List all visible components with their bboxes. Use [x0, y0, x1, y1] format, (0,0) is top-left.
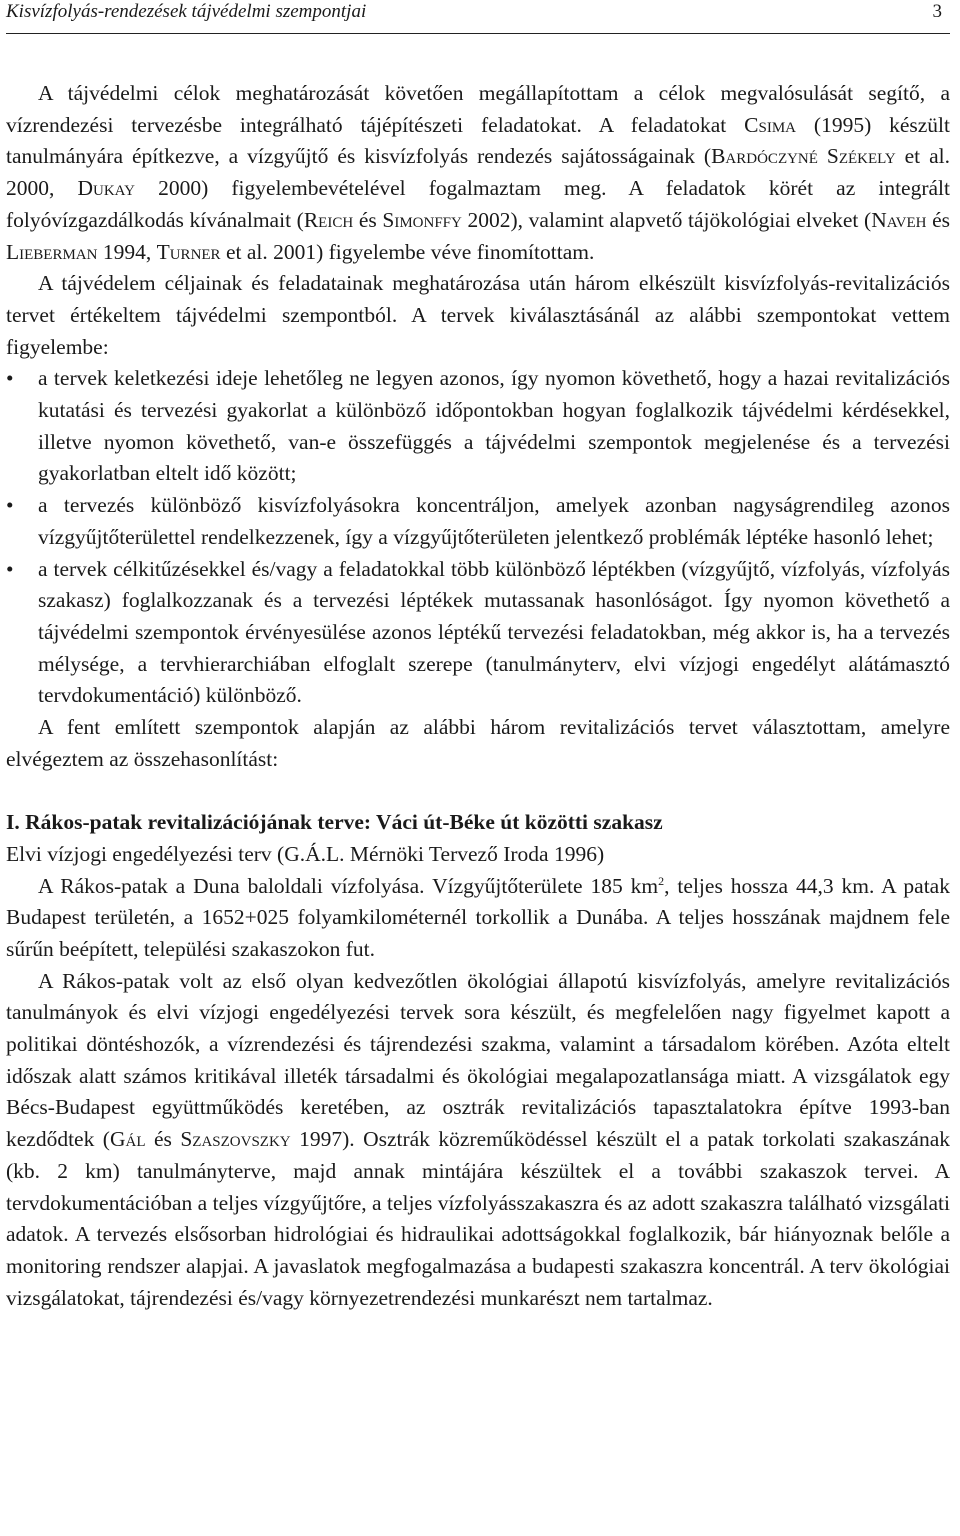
- paragraph-rakos-history: [6, 966, 950, 1315]
- text-run: 2000) figyelembevételével fogalmaztam meg. A feladatok körét az integrált folyóvízgazdálkodás kívánalmait (: [6, 176, 950, 232]
- paragraph-selection-criteria: A tájvédelem céljainak és feladatainak meghatározása után három elkészült kisvízfolyás-revitalizációs tervet értékeltem tájvédelmi szempontból. A tervek kiválasztásánál az alábbi szempontokat vettem figyelembe:: [6, 271, 950, 359]
- list-item-text: a tervek célkitűzésekkel és/vagy a feladatokkal több különböző léptékben (vízgyűjtő, vízfolyás, vízfolyás szakasz) foglalkozzanak és a tervezési léptékek mutassanak hasonlóságot. Így nyomon követhető a tájvédelmi szempontok érvényesülése azonos léptékű tervezési feladatokban, még akkor is, ha a tervezés mélysége, a tervhierarchiában elfoglalt szerepe (tanulmányterv, elvi vízjogi engedélyt alátámasztó tervdokumentáció) különböző.: [38, 556, 950, 708]
- text-run: et al. 2000,: [6, 144, 950, 201]
- paragraph-rakos-overview: [6, 871, 950, 966]
- author-name: Csima: [744, 112, 797, 137]
- body-text: [6, 78, 950, 1314]
- running-title: Kisvízfolyás-rendezések tájvédelmi szempontjai: [6, 1, 367, 22]
- superscript: 2: [658, 873, 665, 888]
- text-run: (1995) készült tanulmányára építkezve, a vízgyűjtő és kisvízfolyás rendezés sajátosságainak (: [6, 112, 950, 169]
- author-name: Szaszovszky: [180, 1127, 291, 1152]
- paragraph-selection-intro: A fent említett szempontok alapján az alábbi három revitalizációs tervet választottam, amelyre elvégeztem az összehasonlítást:: [6, 715, 950, 771]
- text-run: A Rákos-patak a Duna baloldali vízfolyása. Vízgyűjtőterülete 185 km: [38, 873, 659, 898]
- text-run: 1997). Osztrák közreműködéssel készült el a patak torkolati szakaszának (kb. 2 km) tanulmányterve, majd annak mintájára készültek el a további szakaszok tervei. A tervdokumentációban a teljes vízgyűjtőre, a teljes vízfolyásszakaszra és az adott szakaszra található vizsgálati adatok. A tervezés elsősorban hidrológiai és hidraulikai adottságokkal foglalkozik, bár hiányoznak belőle a monitoring rendszer alapjai. A javaslatok megfogalmazása a budapesti szakaszra koncentrál. A terv ökológiai vizsgálatokat, tájrendezési és/vagy környezetrendezési munkarészt nem tartalmaz.: [6, 1127, 950, 1310]
- author-name: Dukay: [77, 176, 135, 201]
- author-name: Gál: [109, 1127, 146, 1152]
- text-run: és: [145, 1127, 181, 1152]
- text-run: és: [353, 207, 383, 232]
- list-item-text: a tervek keletkezési ideje lehetőleg ne legyen azonos, így nyomon követhető, hogy a hazai revitalizációs kutatási és tervezési gyakorlat a különböző időpontokban hogyan foglalkozik tájvédelmi kérdésekkel, illetve nyomon követhető, van-e összefüggés a tájvédelmi szempontok megjelenése és a tervezési gyakorlatban eltelt idő között;: [38, 366, 950, 486]
- bullet-marker: •: [6, 493, 14, 518]
- list-item-text: a tervezés különböző kisvízfolyásokra koncentráljon, amelyek azonban nagyságrendileg azonos vízgyűjtőterülettel rendelkezzenek, így a vízgyűjtőterületen jelentkező problémák léptéke hasonló lehet;: [38, 493, 950, 549]
- running-header: [6, 0, 950, 34]
- bullet-marker: •: [6, 366, 14, 391]
- bullet-marker: •: [6, 556, 14, 581]
- criteria-list: [6, 363, 950, 712]
- list-item: [6, 490, 950, 553]
- text-run: et al. 2001) figyelembe véve finomítottam.: [220, 239, 595, 264]
- text-run: 1994,: [97, 239, 157, 264]
- text-run: és: [926, 207, 950, 232]
- author-name: Naveh: [871, 207, 927, 232]
- section-heading: I. Rákos-patak revitalizációjának terve: Váci út-Béke út közötti szakasz: [6, 810, 663, 835]
- section-spacer: [6, 775, 950, 807]
- text-run: A tájvédelmi célok meghatározását követően megállapítottam a célok megvalósulását segítő, a vízrendezési tervezésbe integrálható tájépítészeti feladatokat. A feladatokat: [6, 81, 950, 137]
- author-name: Bardóczyné Székely: [711, 144, 896, 169]
- list-item: [6, 363, 950, 490]
- author-name: Lieberman: [6, 239, 98, 264]
- author-name: Reich: [303, 207, 354, 232]
- author-name: Turner: [156, 239, 221, 264]
- text-run: , teljes hossza 44,3 km. A patak Budapest területén, a 1652+025 folyamkilométernél torkollik a Dunába. A teljes hosszának majdnem fele sűrűn beépített, települési szakaszokon fut.: [6, 873, 950, 961]
- paragraph-intro: [6, 78, 950, 268]
- text-run: 2002), valamint alapvető tájökológiai elveket (: [461, 207, 872, 232]
- list-item: [6, 554, 950, 713]
- text-run: A Rákos-patak volt az első olyan kedvezőtlen ökológiai állapotú kisvízfolyás, amelyre revitalizációs tanulmányok és elvi vízjogi engedélyezési tervek sora készült, és megfelelően nagy figyelmet kapott a politikai döntéshozók, a vízrendezési és tájrendezési szakma, valamint a társadalom körében. Azóta eltelt időszak alatt számos kritikával illeték társadalmi és ökológiai megalapozatlansága miatt. A vizsgálatok egy Bécs-Budapest együttműködés keretében, az osztrák revitalizációs tapasztalatokra építve 1993-ban kezdődtek (: [6, 968, 950, 1152]
- section-subtitle: Elvi vízjogi engedélyezési terv (G.Á.L. Mérnöki Tervező Iroda 1996): [6, 841, 605, 866]
- page-number: 3: [932, 1, 942, 22]
- author-name: Simonffy: [382, 207, 462, 232]
